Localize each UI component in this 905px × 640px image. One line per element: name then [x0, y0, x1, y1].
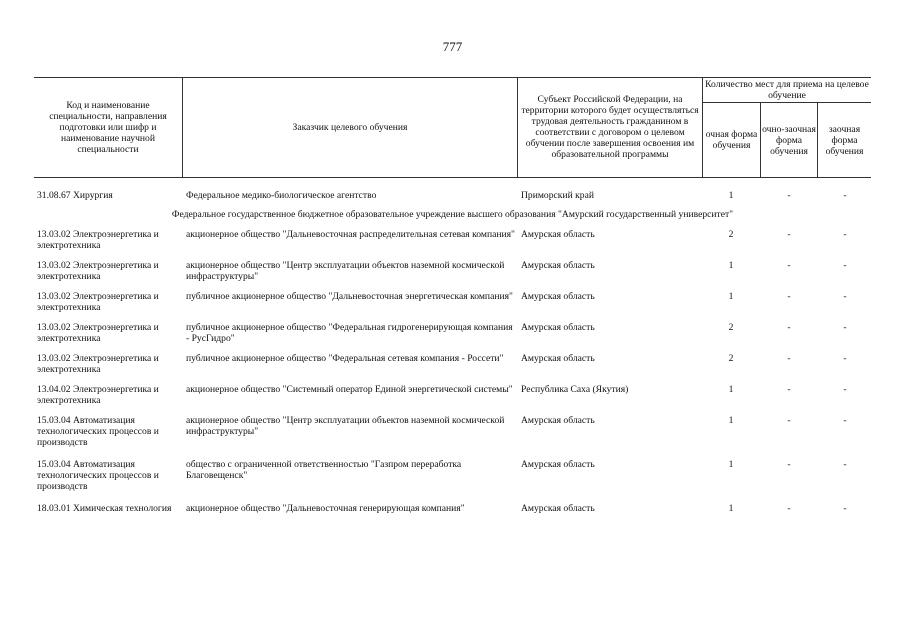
row-customer: акционерное общество "Дальневосточная распределительная сетевая компания": [186, 229, 515, 240]
row-fulltime: 1: [728, 459, 734, 470]
row-customer: публичное акционерное общество "Федеральная сетевая компания - Россети": [186, 353, 504, 364]
row-code: 13.03.02 Электроэнергетика и электротехника: [37, 353, 159, 375]
row-extramural: -: [843, 229, 847, 240]
row-mixed: -: [787, 190, 791, 201]
header-bottom-rule: [34, 177, 871, 178]
row-mixed: -: [787, 353, 791, 364]
row-extramural: -: [843, 459, 847, 470]
row-customer: акционерное общество "Системный оператор Единой энергетической системы": [186, 384, 513, 395]
header-customer: Заказчик целевого обучения: [292, 122, 408, 133]
row-extramural: -: [843, 415, 847, 426]
row-mixed: -: [787, 229, 791, 240]
header-code: Код и наименование специальности, направления подготовки или шифр и наименование научной специальности: [49, 100, 167, 155]
row-fulltime: 2: [728, 229, 734, 240]
row-customer: публичное акционерное общество "Федеральная гидрогенерирующая компания - РусГидро": [186, 322, 513, 344]
row-fulltime: 1: [728, 415, 734, 426]
row-mixed: -: [787, 459, 791, 470]
header-region: Субъект Российской Федерации, на территории которого будет осуществляться трудовая деятельность гражданином в соответствии с договором о целевом обучении после завершения освоения им образовательной программы: [521, 94, 699, 160]
row-code: 31.08.67 Хирургия: [37, 190, 113, 201]
row-region: Амурская область: [521, 459, 595, 470]
row-customer: Федеральное медико-биологическое агентство: [186, 190, 377, 201]
row-mixed: -: [787, 260, 791, 271]
row-mixed: -: [787, 384, 791, 395]
row-mixed: -: [787, 415, 791, 426]
row-mixed: -: [787, 291, 791, 302]
row-customer: акционерное общество "Центр эксплуатации объектов наземной космической инфраструктуры": [186, 260, 505, 282]
row-code: 13.03.02 Электроэнергетика и электротехника: [37, 229, 159, 251]
row-extramural: -: [843, 353, 847, 364]
row-code: 13.04.02 Электроэнергетика и электротехника: [37, 384, 159, 406]
row-region: Амурская область: [521, 415, 595, 426]
row-extramural: -: [843, 322, 847, 333]
row-extramural: -: [843, 260, 847, 271]
row-fulltime: 1: [728, 260, 734, 271]
row-mixed: -: [787, 322, 791, 333]
row-mixed: -: [787, 503, 791, 514]
row-region: Амурская область: [521, 229, 595, 240]
row-code: 15.03.04 Автоматизация технологических процессов и производств: [37, 415, 159, 448]
section-title: Федеральное государственное бюджетное образовательное учреждение высшего образования "Амурский государственный университет": [171, 209, 734, 220]
header-places: Количество мест для приема на целевое обучение: [705, 79, 869, 101]
row-fulltime: 1: [728, 190, 734, 201]
header-fulltime: очная форма обучения: [705, 129, 758, 151]
row-code: 13.03.02 Электроэнергетика и электротехника: [37, 291, 159, 313]
row-extramural: -: [843, 384, 847, 395]
row-region: Амурская область: [521, 322, 595, 333]
row-fulltime: 1: [728, 291, 734, 302]
row-region: Амурская область: [521, 260, 595, 271]
row-region: Республика Саха (Якутия): [521, 384, 629, 395]
row-code: 13.03.02 Электроэнергетика и электротехника: [37, 322, 159, 344]
row-extramural: -: [843, 503, 847, 514]
row-code: 18.03.01 Химическая технология: [37, 503, 172, 514]
row-fulltime: 2: [728, 353, 734, 364]
row-code: 13.03.02 Электроэнергетика и электротехника: [37, 260, 159, 282]
header-mixed: очно-заочная форма обучения: [762, 123, 816, 157]
row-region: Приморский край: [521, 190, 594, 201]
row-region: Амурская область: [521, 503, 595, 514]
row-extramural: -: [843, 190, 847, 201]
row-region: Амурская область: [521, 291, 595, 302]
row-fulltime: 2: [728, 322, 734, 333]
row-region: Амурская область: [521, 353, 595, 364]
places-subheader-rule: [703, 102, 871, 103]
row-fulltime: 1: [728, 503, 734, 514]
row-customer: публичное акционерное общество "Дальневосточная энергетическая компания": [186, 291, 513, 302]
row-extramural: -: [843, 291, 847, 302]
row-customer: акционерное общество "Дальневосточная генерирующая компания": [186, 503, 465, 514]
row-customer: общество с ограниченной ответственностью "Газпром переработка Благовещенск": [186, 459, 462, 481]
page-number: 777: [442, 39, 463, 54]
row-code: 15.03.04 Автоматизация технологических процессов и производств: [37, 459, 159, 492]
header-extramural: заочная форма обучения: [825, 123, 864, 157]
row-fulltime: 1: [728, 384, 734, 395]
row-customer: акционерное общество "Центр эксплуатации объектов наземной космической инфраструктуры": [186, 415, 505, 437]
